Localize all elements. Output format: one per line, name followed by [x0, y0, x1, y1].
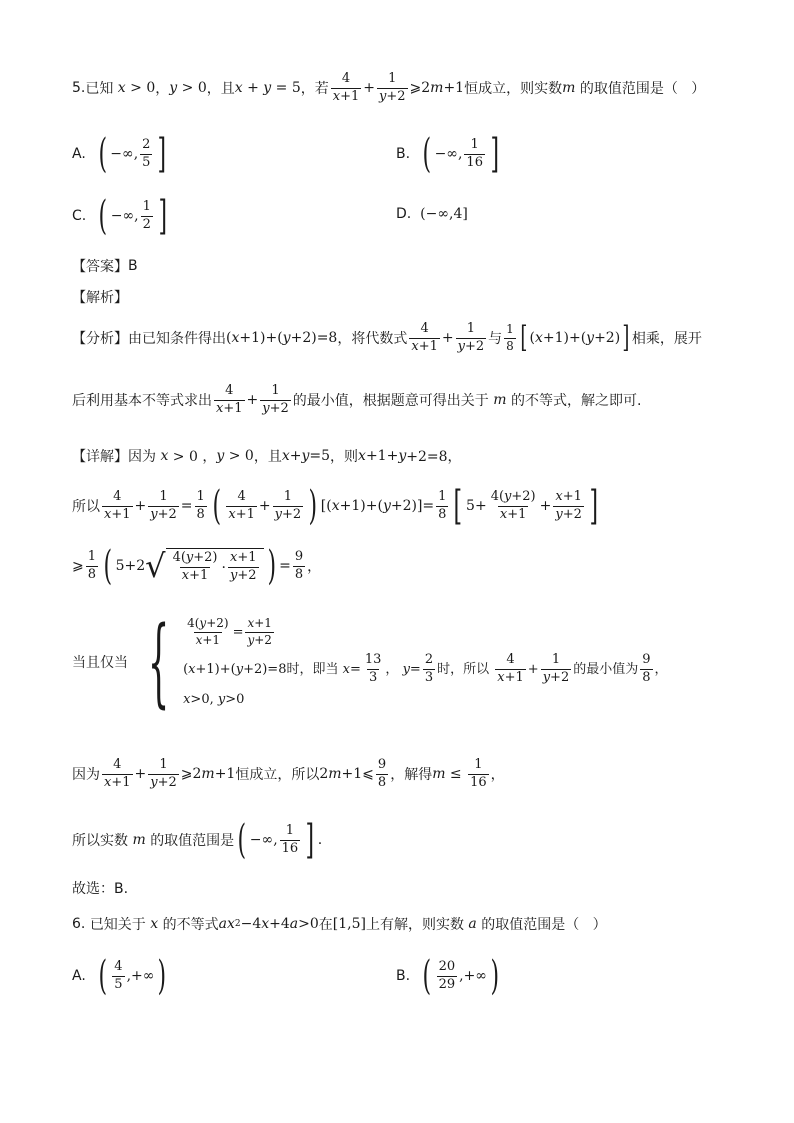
answer-line	[72, 256, 138, 276]
q5-stem: 5. 已知 x > 0 ， y > 0 ，且 x + y = 5 ，若 $\frac{4}{x+1}$ + $\frac{1}{y+2}$ ⩾2 m +1 恒成立，则实数 m 的取值范围是（ ）	[72, 71, 706, 104]
detail-line-3: ⩾ $\frac{1}{8}$ ( 5+2 √ $\frac{4(y+2)}{x+1}$ · $\frac{x+1}{y+2}$ ) = $\frac{9}{8}$ ，	[72, 543, 322, 589]
analysis-label: 【解析】	[72, 290, 128, 306]
q6-option-b[interactable]: B. ( $\frac{20}{29}$ ,+∞ )	[396, 953, 500, 999]
q6-option-a[interactable]: A. ( $\frac{4}{5}$ ,+∞ )	[72, 953, 167, 999]
detail-line-5: 因为 $\frac{4}{x+1}$ + $\frac{1}{y+2}$ ⩾2 m +1 恒成立，所以 2 m +1⩽ $\frac{9}{8}$ ，解得 m ≤ $\frac{1}{16}$ ，	[72, 757, 505, 790]
q5-option-b[interactable]: B. ( −∞, $\frac{1}{16}$ ]	[396, 131, 500, 177]
detail-line-1: 【详解】 因为 x > 0 ， y > 0 ，且 x + y =5 ，则 x +1+ y +2=8，	[72, 448, 462, 465]
fenxi-line-2: 后利用基本不等式求出 $\frac{4}{x+1}$ + $\frac{1}{y+2}$ 的最小值，根据题意可得出关于 m 的不等式，解之即可.	[72, 383, 642, 416]
answer-value: B	[128, 258, 138, 274]
q6-stem: 6. 已知关于 x 的不等式 ax 2 −4 x +4 a >0 在 [1,5] 上有解，则实数 a 的取值范围是（ ）	[72, 916, 607, 933]
guxuan-line: 故选：B.	[72, 881, 129, 897]
detail-line-6: 所以实数 m 的取值范围是 ( −∞, $\frac{1}{16}$ ] .	[72, 817, 323, 863]
detail-line-2: 所以 $\frac{4}{x+1}$ + $\frac{1}{y+2}$ = $\frac{1}{8}$ ( $\frac{4}{x+1}$ + $\frac{1}{y+2}$ ) [( x +1)+( y +2)]= $\frac{1}{8}$ [ 5+ $\frac{4(y+2)}{x+1}$ + $\frac{x+1}{y+2}$ ]	[72, 483, 599, 529]
answer-label: 【答案】	[72, 259, 128, 275]
q5-option-a[interactable]: A. ( −∞, $\frac{2}{5}$ ]	[72, 131, 167, 177]
q5-number: 5.	[72, 80, 86, 97]
detail-line-4: 当且仅当 { $\frac{4(y+2)}{x+1}$ = $\frac{x+1}{y+2}$ (x+1)+(y+2)=8时，即当 x= $\frac{13}{3}$ ， y= $\frac{2}{3}$ 时，所以 $\frac{4}{x+1}$ + $\frac{1}{y+2}$ 的最小值为 $\frac{9}{8}$ ， x>0, y>0	[72, 606, 668, 718]
q6-number: 6.	[72, 916, 86, 932]
q5-option-d[interactable]: D. (−∞,4]	[396, 206, 468, 222]
fenxi-line-1: 【分析】 由已知条件得出 ( x +1)+( y +2)=8 ，将代数式 $\frac{4}{x+1}$ + $\frac{1}{y+2}$ 与 $\frac{1}{8}$ [ ( x +1)+( y +2) ] 相乘，展开	[72, 320, 702, 356]
q5-option-c[interactable]: C. ( −∞, $\frac{1}{2}$ ]	[72, 193, 167, 239]
